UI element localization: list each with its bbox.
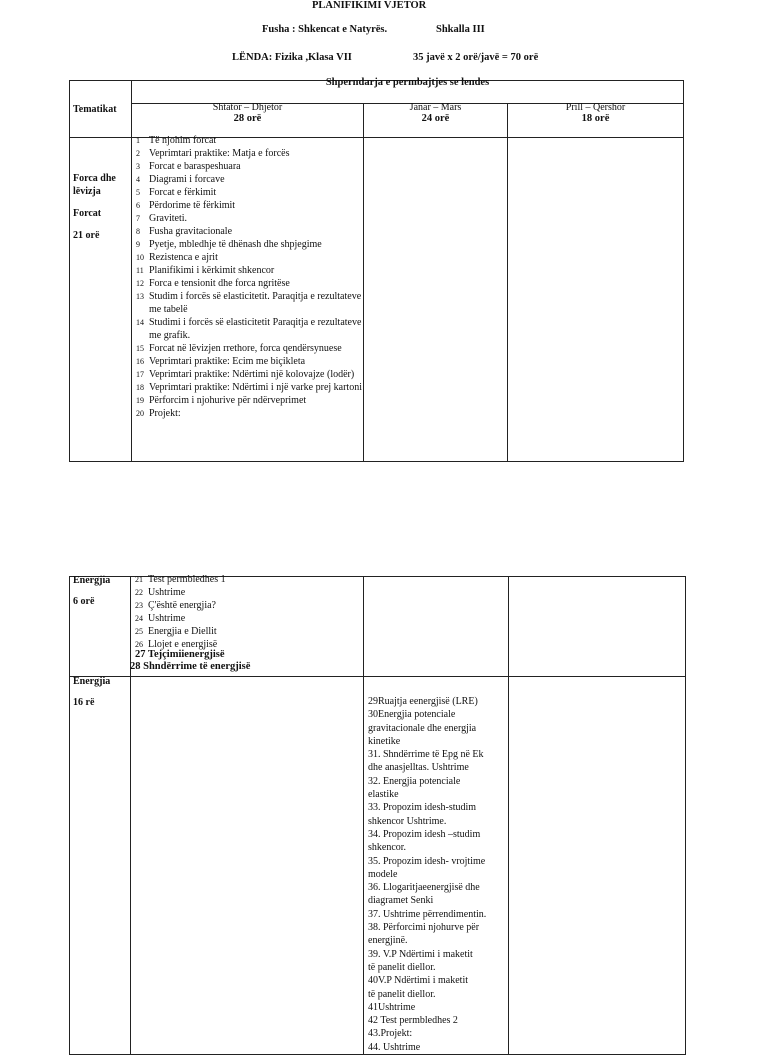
lesson-list: [132, 134, 363, 420]
lesson-item-text: Planifikimi i kërkimit shkencor: [149, 265, 275, 276]
period-name-2: Janar – Mars: [409, 102, 462, 113]
lesson-item-text: Graviteti.: [149, 213, 188, 224]
energy-lesson-item-number: 26: [135, 640, 143, 649]
lesson-item-number: 19: [136, 396, 144, 405]
energy-line: 35. Propozim idesh- vrojtime: [368, 855, 486, 867]
lesson-item-text: Veprimtari praktike: Matja e forcës: [149, 148, 290, 159]
lesson-item-text: Të njohim forcat: [149, 135, 217, 146]
lesson-item: [132, 342, 363, 355]
lesson-item-number: 7: [136, 214, 140, 223]
energy-lesson-item-number: 24: [135, 614, 143, 623]
energy-line: shkencor.: [368, 842, 407, 854]
energy-lesson-item: [131, 586, 363, 599]
energy-line: 29Ruajtja eenergjisë (LRE): [368, 696, 478, 707]
lesson-item-number: 17: [136, 370, 144, 379]
energy-line: 32. Energjia potenciale: [368, 775, 461, 787]
theme-hours: 21 orë: [73, 230, 100, 241]
lesson-item-number: 1: [136, 136, 140, 145]
lesson-item-number: 5: [136, 188, 140, 197]
period-name-1: Shtator – Dhjetor: [212, 102, 283, 113]
lesson-item-text: Pyetje, mbledhje të dhënash dhe shpjegime: [149, 239, 322, 250]
energy-line: modele: [368, 868, 398, 880]
lesson-item-number: 3: [136, 162, 140, 171]
energy-line: 40V.P Ndërtimi i maketit: [368, 975, 468, 987]
energy-line: kinetike: [368, 735, 401, 747]
energy-lesson-item-number: 25: [135, 627, 143, 636]
energy-lesson-item-text: Test permbledhes 1: [148, 574, 226, 585]
lesson-item-text: Fusha gravitacionale: [149, 226, 233, 237]
empty-cell-r2c2: [131, 677, 364, 1055]
energy-lesson-item: [131, 612, 363, 625]
energy-line: 34. Propozim idesh –studim: [368, 828, 481, 840]
empty-cell-r2c4: [509, 677, 686, 1055]
class-label: Klasa VII: [308, 52, 352, 63]
lesson-item: [132, 277, 363, 290]
energy-line: 38. Përforcimi njohurve për: [368, 922, 480, 934]
energy-line: 31. Shndërrime të Epg në Ek: [368, 749, 484, 761]
distribution-label: Shperndarja e permbajtjes se lendes: [325, 77, 490, 88]
lesson-item-text: Përdorime të fërkimit: [149, 200, 236, 211]
plan-table-2: [69, 576, 686, 1055]
lesson-item-number: 16: [136, 357, 144, 366]
lesson-item-number: 11: [136, 266, 144, 275]
energy-theme-hours-1: 6 orë: [73, 596, 95, 607]
lesson-item: [132, 160, 363, 173]
lesson-item-text: Diagrami i forcave: [149, 174, 225, 185]
lesson-item-number: 13: [136, 292, 144, 301]
lesson-item-text: Forca e tensionit dhe forca ngritëse: [149, 278, 290, 289]
energy-lesson-item-text: Ushtrime: [148, 587, 186, 598]
energy-lesson-item-text: Llojet e energjisë: [148, 639, 218, 650]
energy-lesson-item-text: Ushtrime: [148, 613, 186, 624]
energy-line: 41Ushtrime: [368, 1001, 416, 1013]
energy-lesson-item: [131, 573, 363, 586]
lesson-item: [132, 264, 363, 277]
energy-lesson-item-number: 22: [135, 588, 143, 597]
period-hours-2: 24 orë: [421, 113, 450, 124]
page-title: PLANIFIKIMI VJETOR: [312, 0, 427, 11]
empty-cell-r1c4: [509, 577, 686, 677]
energy-theme-hours-2: 16 rë: [73, 697, 95, 708]
lesson-item-number: 10: [136, 253, 144, 262]
energy-jan-mar-cell: [364, 677, 509, 1055]
energy-lesson-item-number: 21: [135, 575, 143, 584]
energy-lesson-item-number: 23: [135, 601, 143, 610]
energy-items-cell: [130, 574, 364, 677]
energy-line: elastike: [368, 789, 399, 801]
energy-line: të panelit diellor.: [368, 961, 436, 973]
lesson-item: [132, 225, 363, 238]
energy-line: 36. Llogaritjaeenergjisë dhe: [368, 882, 480, 894]
lesson-item: [132, 199, 363, 212]
energy-line: diagramet Senki: [368, 895, 434, 907]
energy-theme-cell-2: [70, 677, 131, 1055]
energy-jan-mar-list: [368, 695, 508, 1054]
period-name-3: Prill – Qershor: [565, 102, 626, 113]
energy-theme-title-1: Energjia: [73, 575, 111, 586]
energy-theme-title-2: Energjia: [73, 676, 111, 687]
period-hours-1: 28 orë: [233, 113, 262, 124]
theme-subtitle: Forcat: [73, 208, 102, 219]
lesson-item-number: 9: [136, 240, 140, 249]
empty-cell-r1c3: [364, 577, 509, 677]
lesson-item-text: Forcat e fërkimit: [149, 187, 217, 198]
energy-line: shkencor Ushtrime.: [368, 815, 447, 827]
lesson-item-text: Veprimtari praktike: Ecim me biçikleta: [149, 356, 306, 367]
lesson-item: [132, 134, 363, 147]
distribution-header: [132, 77, 684, 104]
empty-cell-jan-mar: [364, 138, 508, 462]
period-hours-3: 18 orë: [581, 113, 610, 124]
energy-lesson-item-text: Ç'është energjia?: [148, 600, 216, 611]
lesson-item: [132, 186, 363, 199]
lesson-item-text: Forcat në lëvizjen rrethore, forca qendërsynuese: [149, 343, 342, 354]
field-label: Fusha : Shkencat e Natyrës.: [262, 24, 388, 35]
period-header-3: [508, 104, 684, 138]
energy-item-28: 28 Shndërrime të energjisë: [130, 661, 251, 672]
theme-title: Forca dhe lëvizja: [73, 173, 116, 197]
energy-line: gravitacionale dhe energjia: [368, 722, 477, 734]
lesson-item-text: Projekt:: [149, 408, 181, 419]
lesson-item-number: 14: [136, 318, 144, 327]
lesson-item-number: 4: [136, 175, 140, 184]
tematikat-header: [70, 81, 132, 138]
hours-label: 35 javë x 2 orë/javë = 70 orë: [413, 52, 539, 63]
lesson-item-text: Rezistenca e ajrit: [149, 252, 218, 263]
lesson-item-number: 20: [136, 409, 144, 418]
level-label: Shkalla III: [436, 24, 485, 35]
lesson-item: [132, 316, 363, 342]
energy-line: 44. Ushtrime: [368, 1041, 421, 1053]
energy-item-27: 27 Tejçimiienergjisë: [135, 649, 225, 660]
lesson-item-number: 12: [136, 279, 144, 288]
energy-line: 30Energjia potenciale: [368, 709, 456, 721]
lesson-item: [132, 355, 363, 368]
lesson-item-number: 6: [136, 201, 140, 210]
energy-line: 33. Propozim idesh-studim: [368, 802, 477, 814]
lesson-item-number: 8: [136, 227, 140, 236]
lesson-item-number: 2: [136, 149, 140, 158]
theme-cell: [70, 138, 132, 462]
lesson-item-text: Forcat e baraspeshuara: [149, 161, 241, 172]
lesson-item-text: Veprimtari praktike: Ndërtimi i një varke prej kartoni: [149, 382, 362, 393]
energy-line: energjinë.: [368, 935, 408, 947]
lesson-item-number: 18: [136, 383, 144, 392]
energy-line: të panelit diellor.: [368, 988, 436, 1000]
lesson-item: [132, 147, 363, 160]
tematikat-label: Tematikat: [73, 103, 117, 115]
energy-line: 43.Projekt:: [368, 1028, 413, 1040]
items-cell: [132, 135, 364, 462]
lesson-item: [132, 290, 363, 316]
lesson-item: [132, 173, 363, 186]
energy-lesson-item: [131, 599, 363, 612]
energy-line: 39. V.P Ndërtimi i maketit: [368, 948, 473, 960]
lesson-item-text: Veprimtari praktike: Ndërtimi një kolovajze (lodër): [149, 369, 355, 380]
lesson-item: [132, 368, 363, 381]
plan-table-1: [69, 77, 684, 462]
period-header-1: [132, 104, 364, 138]
lesson-item: [132, 407, 363, 420]
energy-line: 37. Ushtrime përrendimentin.: [368, 908, 487, 920]
lesson-item-text: Studim i forcës së elasticitetit. Paraqitja e rezultateve me tabelë: [149, 291, 362, 315]
period-header-2: [364, 104, 508, 138]
energy-lesson-item-text: Energjia e Diellit: [148, 626, 217, 637]
empty-cell-apr-jun: [508, 138, 684, 462]
lesson-item: [132, 394, 363, 407]
lesson-item: [132, 251, 363, 264]
lesson-item-text: Studimi i forcës së elasticitetit Paraqitja e rezultateve me grafik.: [149, 317, 362, 341]
energy-line: dhe anasjelltas. Ushtrime: [368, 762, 469, 774]
subject-label: LËNDA: Fizika ,: [232, 52, 309, 63]
lesson-item: [132, 212, 363, 225]
energy-theme-cell-1: [70, 577, 131, 677]
lesson-item: [132, 238, 363, 251]
lesson-item: [132, 381, 363, 394]
energy-line: 42 Test permbledhes 2: [368, 1015, 458, 1027]
energy-lesson-list: [131, 573, 363, 651]
lesson-item-number: 15: [136, 344, 144, 353]
energy-lesson-item: [131, 625, 363, 638]
lesson-item-text: Përforcim i njohurive për ndërveprimet: [149, 395, 307, 406]
